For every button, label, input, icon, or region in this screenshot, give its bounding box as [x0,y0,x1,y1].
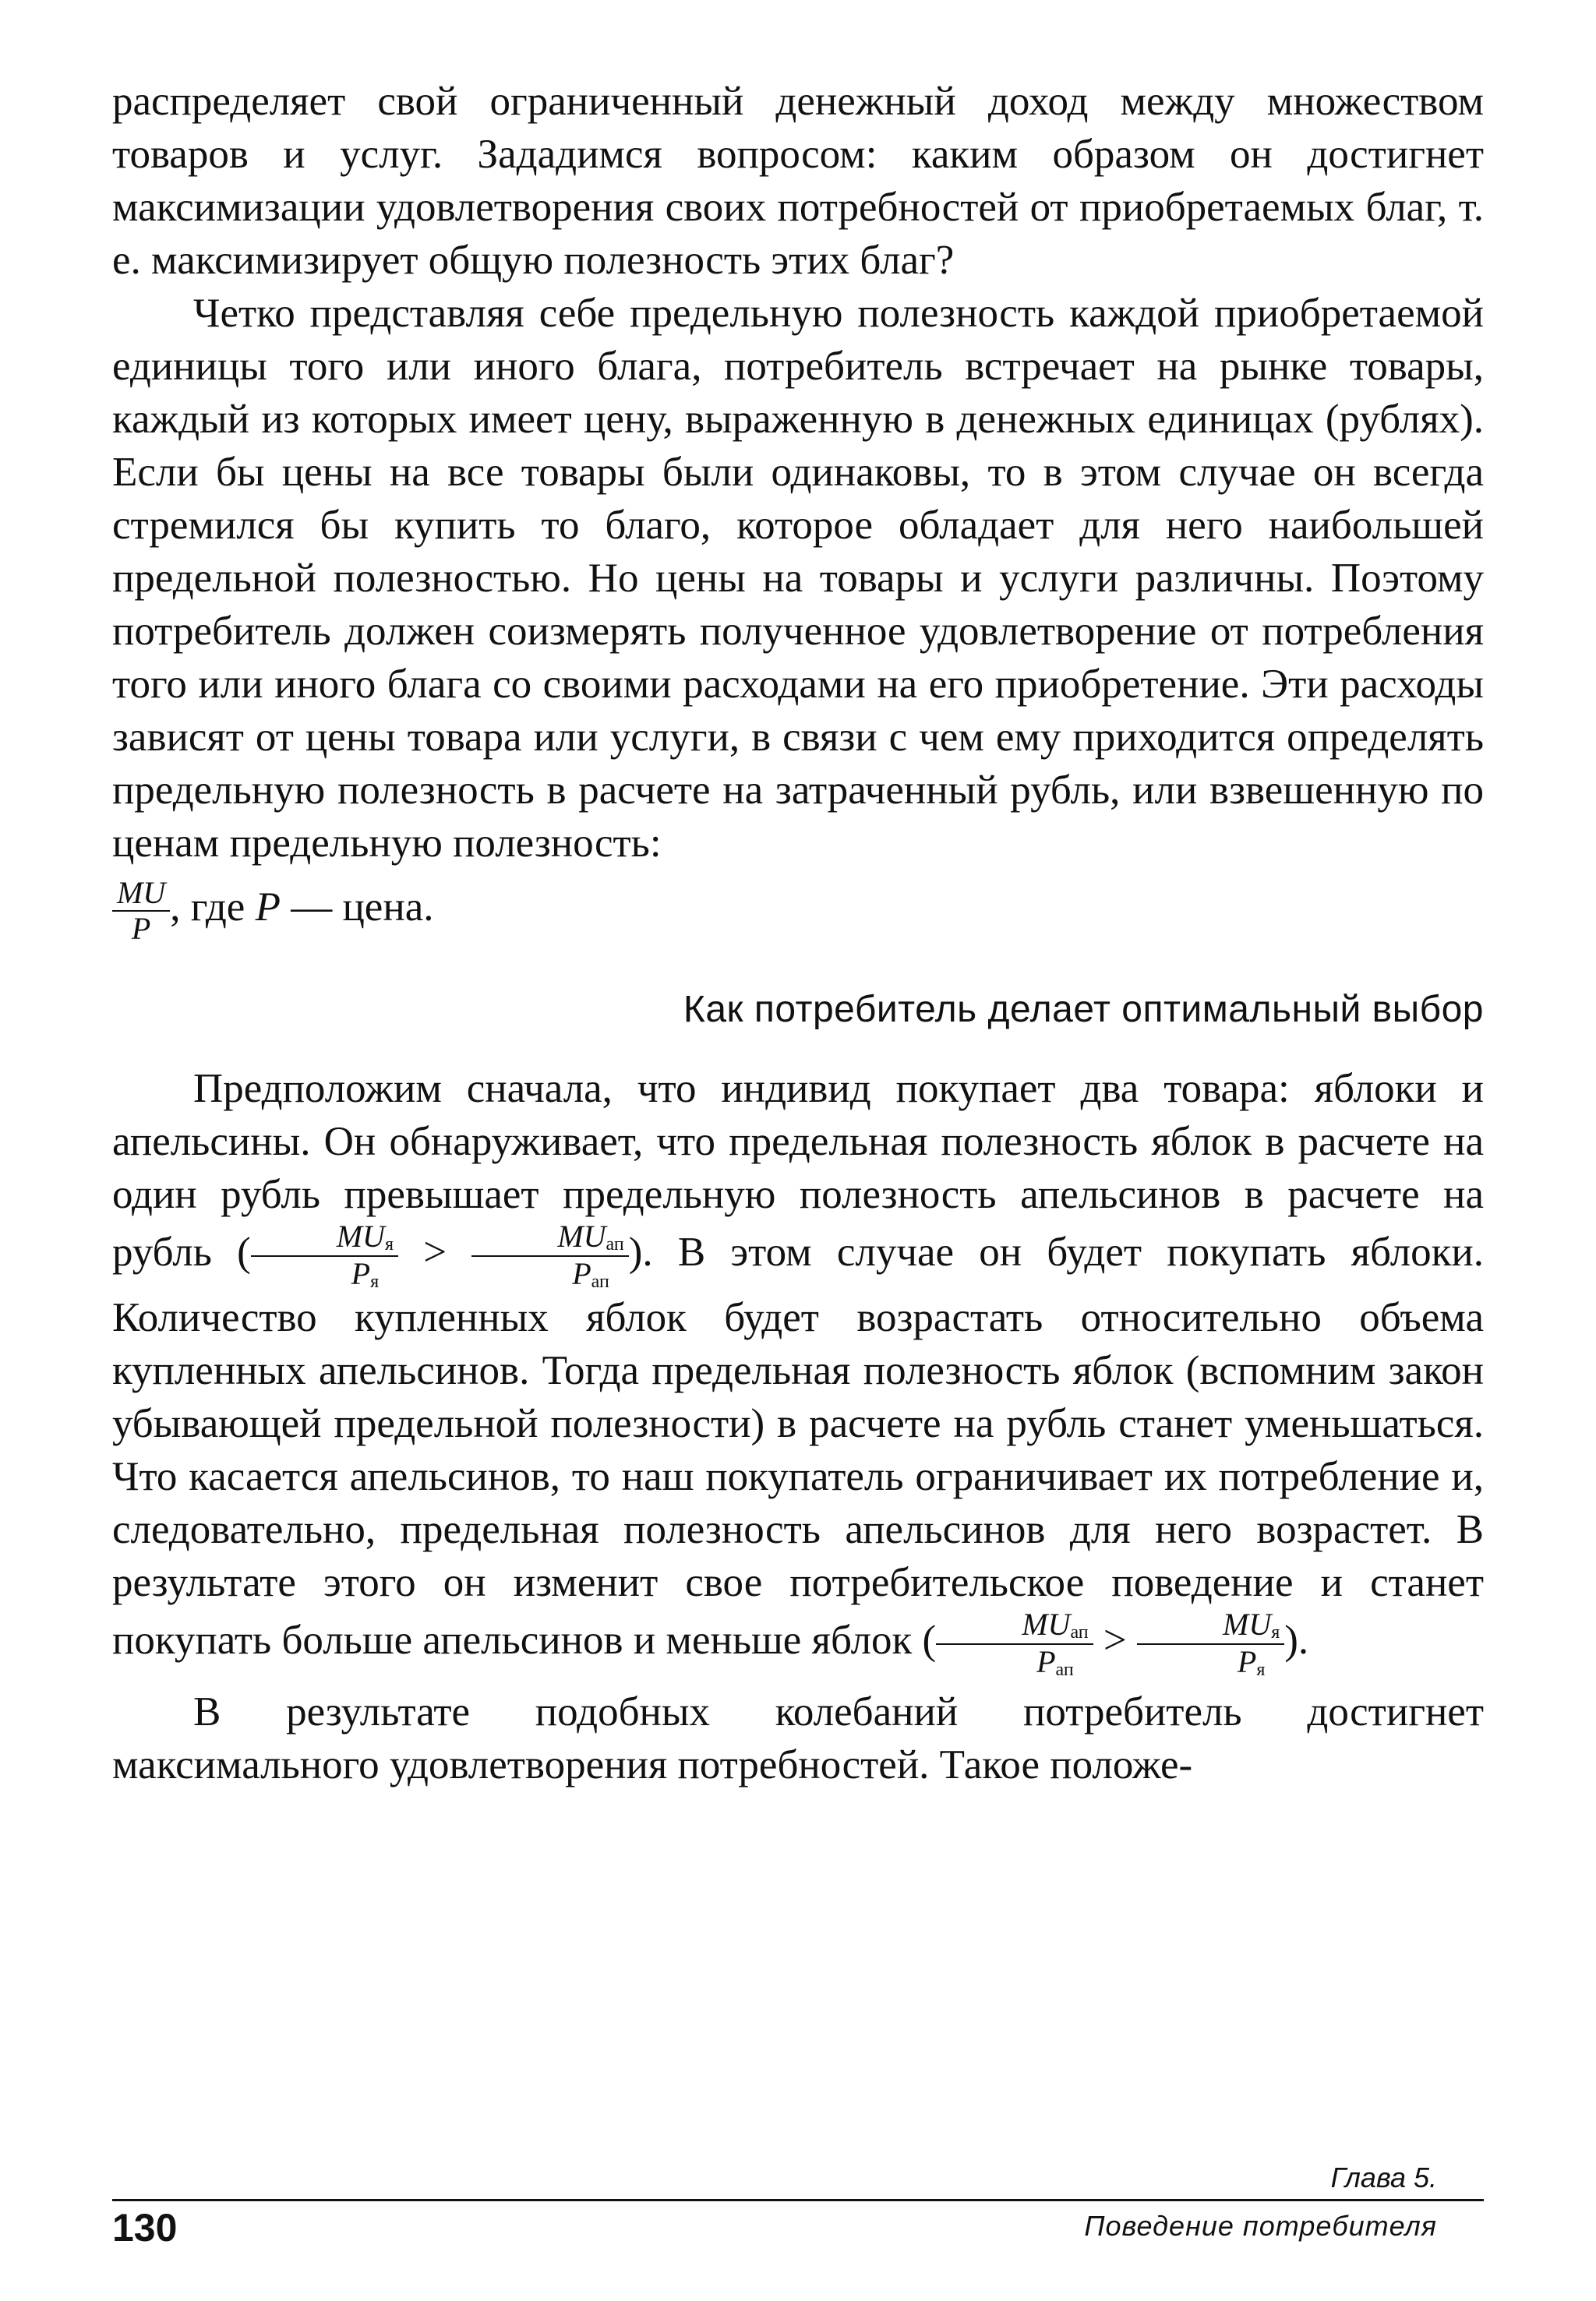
formula-definition: — цена. [291,884,434,930]
fraction-denominator: $P_{ап}$ [1036,1644,1074,1680]
footer-divider [112,2199,1484,2201]
fraction-numerator: $MU_я$ [251,1221,398,1257]
fraction-mu-over-p [112,877,170,944]
fraction-numerator: $MU_я$ [1137,1609,1284,1645]
fraction-numerator: $MU_{ап}$ [936,1609,1093,1645]
page-footer [112,2158,1484,2252]
fraction-denominator: $P_я$ [351,1256,380,1292]
formula-text-where: , где [170,884,245,930]
fraction-numerator: MU [112,877,170,912]
inequality-oranges-greater [936,1607,1284,1680]
paragraph-3-text-after: ). В этом случае он будет покупать яблоки. Количество купленных яблок будет возрастать относительно объема купленных апельсинов. Тогда предельная полезность яблок (вспомним закон убывающей предельной полезности) в расчете на рубль станет уменьшаться. Что касается апельсинов, то наш покупатель ограничивает их потребление и, следовательно, предельная полезность апельсинов для него возрастет. В результате этого он изменит свое потребительское поведение и станет покупать больше апельсинов и меньше яблок ( [112,1230,1485,1664]
inequality-apples-greater [251,1219,629,1292]
greater-than-sign: > [1103,1618,1127,1664]
paragraph-3-text-before: Предположим сначала, что индивид покупает два товара: яблоки и апельсины. Он обнаруживает, что предельная полезность яблок в расчете на один рубль превышает предельную полезность апельсинов в расчете на рубль ( [112,1066,1484,1276]
paragraph-2: Четко представляя себе предельную полезность каждой приобретаемой единицы того или иного блага, потребитель встречает на рынке товары, каждый из которых имеет цену, выраженную в денежных единицах (рублях). Если бы цены на все товары были одинаковы, то в этом случае он всегда стремился бы купить то благо, которое обладает для него наибольшей предельной полезностью. Но цены на товары и услуги различны. Поэтому потребитель должен соизмерять полученное удовлетворение от потребления того или иного блага со своими расходами на его приобретение. Эти расходы зависят от цены товара или услуги, в связи с чем ему приходится определять предельную полезность в расчете на затраченный рубль, или взвешенную по ценам предельную полезность: [112,291,1484,866]
fraction-denominator: P [131,911,151,946]
formula-line-mu-p [112,877,1484,944]
paragraph-3-text-end: ). [1284,1618,1309,1664]
fraction-numerator: $MU_{ап}$ [471,1221,628,1257]
paragraph-4: В результате подобных колебаний потребитель достигнет максимального удовлетворения потребностей. Такое положе- [112,1689,1484,1788]
footer-chapter-label: Глава 5. [1330,2162,1437,2193]
paragraph-3 [112,1062,1484,1679]
section-heading: Как потребитель делает оптимальный выбор [683,989,1484,1030]
paragraph-1: распределяет свой ограниченный денежный доход между множеством товаров и услуг. Зададимся вопросом: каким образом он достигнет максимизации удовлетворения своих потребностей от приобретаемых благ, т. е. максимизирует общую полезность этих благ? [112,79,1484,283]
page-number: 130 [112,2206,178,2250]
formula-variable-p: P [255,884,281,930]
footer-chapter-title: Поведение потребителя [1084,2210,1437,2242]
fraction-denominator: $P_я$ [1237,1644,1266,1680]
fraction-mu-oranges [936,1609,1093,1679]
fraction-mu-apples [251,1221,398,1291]
fraction-mu-oranges [471,1221,628,1291]
greater-than-sign: > [423,1230,447,1276]
fraction-mu-apples [1137,1609,1284,1679]
page-body [112,75,1484,1791]
fraction-denominator: $P_{ап}$ [572,1256,609,1292]
